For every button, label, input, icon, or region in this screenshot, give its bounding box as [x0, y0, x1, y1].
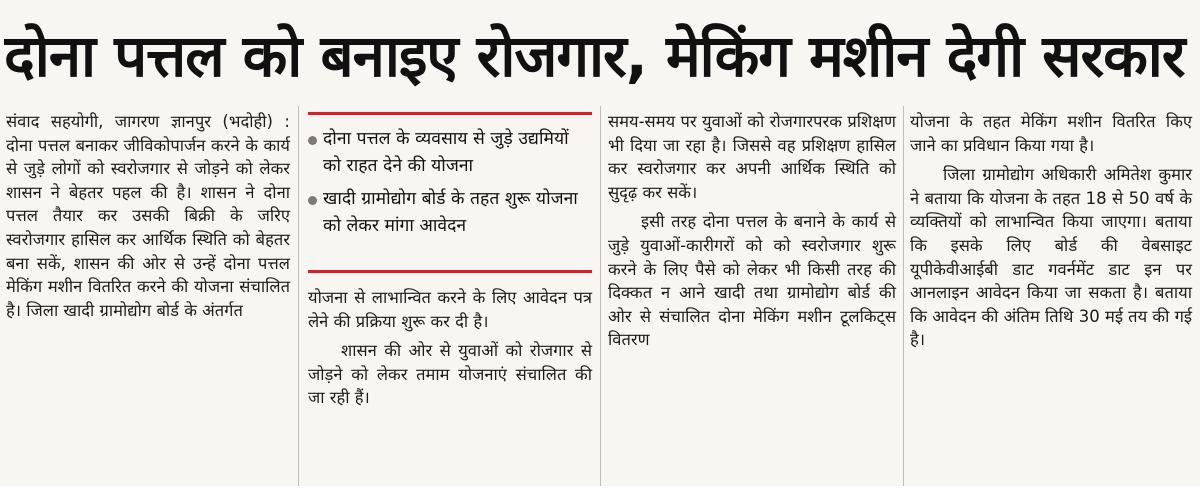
col4-paragraph-1: योजना के तहत मेकिंग मशीन वितरित किए जाने का प्रविधान किया गया है। [910, 112, 1192, 155]
bullet-icon [308, 196, 317, 205]
highlight-box [308, 126, 592, 246]
col2-paragraph-2: शासन की ओर से युवाओं को रोजगार से जोड़ने को लेकर तमाम योजनाएं संचालित की जा रही हैं। [308, 341, 592, 408]
col3-paragraph-1: समय-समय पर युवाओं को रोजगारपरक प्रशिक्षण भी दिया जा रहा है। जिससे वह प्रशिक्षण हासिल कर स्वरोजगार कर अपनी आर्थिक स्थिति को सुदृढ़ कर सकें। [608, 112, 896, 202]
bullet-icon [308, 136, 317, 145]
col2-paragraph-1: योजना से लाभान्वित करने के लिए आवेदन पत्र लेने की प्रक्रिया शुरू कर दी है। [308, 288, 592, 331]
column-1 [6, 110, 290, 322]
column-divider-1 [298, 106, 299, 486]
highlight-top-rule [308, 112, 592, 115]
column-2 [308, 286, 592, 410]
column-4 [910, 110, 1192, 352]
highlight-item [308, 126, 592, 180]
highlight-text-1: दोना पत्तल के व्यवसाय से जुड़े उद्यमियों को राहत देने की योजना [323, 129, 569, 176]
column-divider-2 [600, 106, 601, 486]
column-3 [608, 110, 896, 352]
col3-paragraph-2: इसी तरह दोना पत्तल के बनाने के कार्य से जुड़े युवाओं-कारीगरों को को स्वरोजगार शुरू करने के लिए पैसे को लेकर भी किसी तरह की दिक्कत न आने खादी तथा ग्रामोद्योग बोर्ड की ओर से संचालित दोना मेकिंग मशीन टूलकिट्स वितरण [608, 212, 896, 350]
page-bottom-edge [0, 486, 1200, 496]
highlight-text-2: खादी ग्रामोद्योग बोर्ड के तहत शुरू योजना को लेकर मांगा आवेदन [323, 189, 578, 236]
column-divider-3 [903, 106, 904, 486]
col1-paragraph-1: संवाद सहयोगी, जागरण ज्ञानपुर (भदोही) : दोना पत्तल बनाकर जीविकोपार्जन करने के कार्य से जुड़े लोगों को स्वरोजगार से जोड़ने को लेकर शासन ने बेहतर पहल की है। शासन ने दोना पत्तल तैयार कर उसकी बिक्री के जरिए स्वरोजगार हासिल कर आर्थिक स्थिति को बेहतर बना सकें, शासन की ओर से उन्हें दोना पत्तल मेकिंग मशीन वितरित करने की योजना संचालित है। जिला खादी ग्रामोद्योग बोर्ड के अंतर्गत [6, 112, 290, 320]
col4-paragraph-2: जिला ग्रामोद्योग अधिकारी अमितेश कुमार ने बताया कि योजना के तहत 18 से 50 वर्ष के व्यक्तियों को लाभान्वित किया जाएगा। बताया कि इसके लिए बोर्ड की वेबसाइट यूपीकेवीआईबी डाट गवर्नमेंट डाट इन पर आनलाइन आवेदन किया जा सकता है। बताया कि आवेदन की अंतिम तिथि 30 मई तय की गई है। [910, 165, 1192, 350]
highlight-bottom-rule [308, 270, 592, 273]
highlight-item [308, 186, 592, 240]
headline: दोना पत्तल को बनाइए रोजगार, मेकिंग मशीन देगी सरकार [4, 22, 1185, 90]
